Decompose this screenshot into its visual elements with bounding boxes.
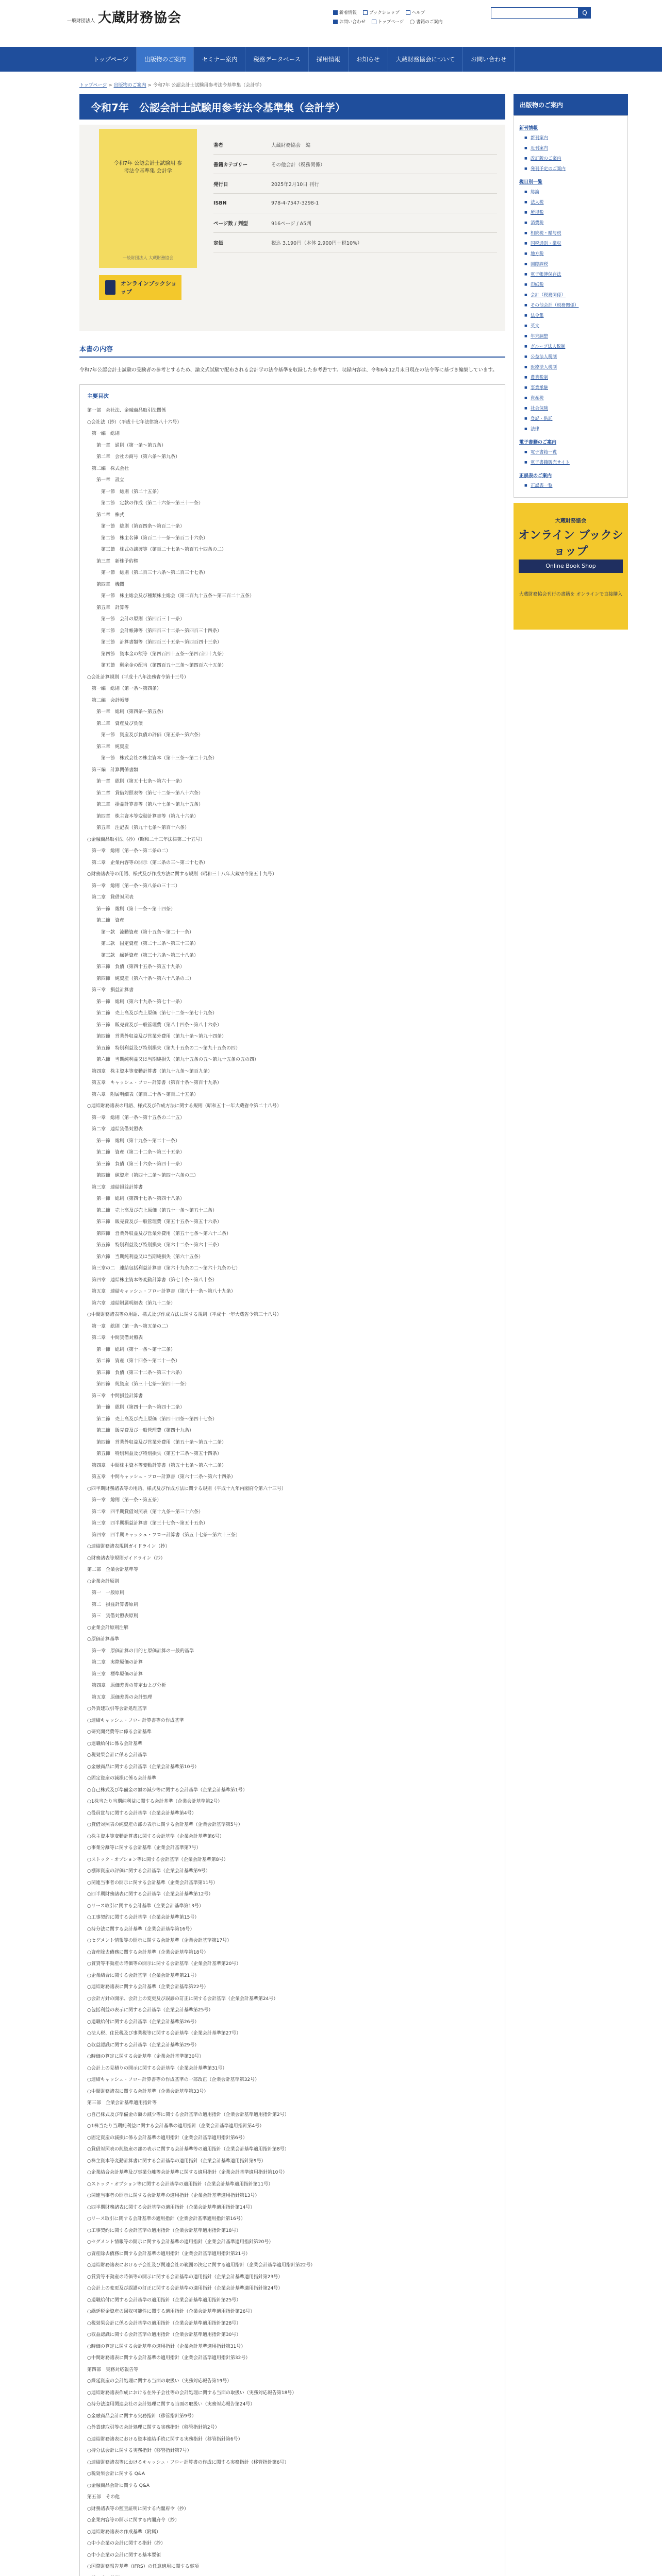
- sidebar-link[interactable]: ■ 法律: [519, 424, 622, 434]
- cart-icon: [105, 280, 115, 295]
- toc-item: ○中間財務諸表に関する会計基準（企業会計基準第33号）: [87, 2089, 209, 2094]
- toc-item: ○セグメント情報等の開示に関する会計基準（企業会計基準第17号）: [87, 1938, 232, 1944]
- org-name: 大蔵財務協会: [98, 10, 182, 26]
- toc-item: 第五章 原価差異の会計処理: [87, 1694, 153, 1700]
- toc-item: ○企業内容等の開示に関する内閣府令（抄）: [87, 2518, 179, 2523]
- breadcrumb: [79, 81, 264, 88]
- toc-item: ○ストック・オプション等に関する会計基準（企業会計基準第8号）: [87, 1857, 228, 1862]
- nav-about[interactable]: 大蔵財務協会について: [388, 47, 464, 72]
- toc-item: 第二章 中間貸借対照表: [87, 1335, 143, 1341]
- toc-item: ○税効果会計に係る会計基準の適用指針（企業会計基準適用指針第28号）: [87, 2320, 241, 2326]
- toc-item: ○収益認識に関する会計基準（企業会計基準第29号）: [87, 2042, 200, 2048]
- toc-item: 第一章 総則（第一条～第五条）: [87, 1498, 162, 1503]
- toc-item: 第一節 会計の原則（第四百三十一条）: [87, 617, 185, 622]
- toc-item: 第三節 負債（第三十六条～第四十一条）: [87, 1161, 185, 1167]
- toc-item: ○包括利益の表示に関する会計基準（企業会計基準第25号）: [87, 2008, 213, 2013]
- nav-top[interactable]: トップページ: [86, 47, 137, 72]
- toc-item: ○工事契約に関する会計基準（企業会計基準第15号）: [87, 1915, 200, 1921]
- sidebar-header: 出版物のご案内: [514, 94, 628, 115]
- toc-item: ○連結財務諸表に関する会計基準（企業会計基準第22号）: [87, 1985, 209, 1990]
- header-options: [333, 9, 442, 28]
- checkbox-icon: [333, 10, 338, 15]
- toc-item: 第一編 総則（第一条～第四条）: [87, 686, 162, 692]
- toc-item: ○株主資本等変動計算書に関する会計基準の適用指針（企業会計基準適用指針第9号）: [87, 2158, 266, 2164]
- toc-item: 第一款 流動資産（第十五条～第二十一条）: [87, 929, 194, 935]
- toc-item: 第二節 会計帳簿等（第四百三十二条～第四百三十四条）: [87, 628, 222, 634]
- toc-item: 第二章 株式: [87, 512, 125, 518]
- toc-item: 第四節 営業外収益及び営業外費用（第五十条～第五十二条）: [87, 1439, 227, 1445]
- toc-item: 第四章 原価差異の算定および分析: [87, 1683, 167, 1689]
- toc-item: 第一節 総則（第十一条～第十四条）: [87, 906, 176, 912]
- breadcrumb-home[interactable]: トップページ: [79, 83, 107, 88]
- toc-item: ○リース取引に関する会計基準の適用指針（企業会計基準適用指針第16号）: [87, 2216, 245, 2222]
- toc-item: ○連結財務諸表規則ガイドライン（抄）: [87, 1544, 170, 1550]
- toc-item: ○財務諸表等の用語、様式及び作成方法に関する規則（昭和三十八年大蔵省令第五十九号）: [87, 872, 277, 877]
- toc-item: 第一節 総則（第二百三十六条～第二百三十七条）: [87, 570, 208, 576]
- info-label: 書籍カテゴリー: [213, 162, 248, 168]
- breadcrumb-current: 令和7年 公認会計士試験用参考法令基準集（会計学）: [153, 83, 264, 88]
- toc-item: ○会計方針の開示、会計上の変更及び誤謬の訂正に関する会計基準（企業会計基準第24号）: [87, 1996, 278, 2002]
- toc-item: ○連結財務諸表の用語、様式及び作成方法に関する規則（昭和五十一年大蔵省令第二十八号）: [87, 1104, 282, 1109]
- toc-item: ○外貨建取引等会計処理基準: [87, 1706, 147, 1712]
- toc-item: 第三節 負債（第四十五条～第五十九条）: [87, 964, 185, 970]
- toc-item: 第六節 当期純利益又は当期純損失（第六十五条）: [87, 1254, 204, 1260]
- toc-item: 第三章 連結損益計算書: [87, 1184, 143, 1190]
- toc-item: 第一節 株式会社の株主資本（第十三条～第二十九条）: [87, 756, 218, 761]
- toc-item: ○関連当事者の開示に関する会計基準の適用指針（企業会計基準適用指針第13号）: [87, 2193, 260, 2199]
- toc-item: ○退職給付に関する会計基準（企業会計基準第26号）: [87, 2019, 200, 2025]
- toc-item: ○時価の算定に関する会計基準の適用指針（企業会計基準適用指針第31号）: [87, 2344, 246, 2349]
- toc-item: ○金融商品会計に関する実務指針（移管指針第9号）: [87, 2413, 196, 2419]
- toc-item: ○連結財務諸表における子会社及び関連会社の範囲の決定に関する適用指針（企業会計基準適用指針第22号）: [87, 2263, 316, 2268]
- toc-item: ○税効果会計に係る会計基準: [87, 1753, 147, 1758]
- toc-item: ○四半期財務諸表等の用語、様式及び作成方法に関する規則（平成十九年内閣府令第六十三号）: [87, 1486, 286, 1492]
- option-bookshop[interactable]: ブックショップ: [363, 9, 400, 15]
- toc-item: 第二編 会計帳簿: [87, 698, 129, 703]
- toc-item: 第二 損益計算書原則: [87, 1602, 139, 1607]
- toc-item: ○1株当たり当期純利益に関する会計基準の適用指針（企業会計基準適用指針第4号）: [87, 2124, 264, 2129]
- toc-item: 第二章 企業内容等の開示（第二条の三～第二十七条）: [87, 860, 208, 866]
- toc-item: ○中間財務諸表等の用語、様式及び作成方法に関する規則（平成十一年大蔵省令第三十八号）: [87, 1312, 282, 1318]
- option-contact[interactable]: お問い合わせ: [333, 19, 366, 25]
- toc-item: ○外貨建取引等の会計処理に関する実務指針（移管指針第2号）: [87, 2425, 220, 2431]
- toc-item: 第一章 通則（第一条～第五条）: [87, 443, 167, 448]
- info-row: [213, 135, 497, 155]
- checkbox-icon: [372, 20, 376, 24]
- toc-item: 第一編 総則: [87, 431, 120, 437]
- info-row: [213, 155, 497, 174]
- toc-item: 第六章 附属明細表（第百二十条～第百二十五条）: [87, 1092, 199, 1097]
- sidebar-link[interactable]: ■ 印紙税: [519, 280, 622, 290]
- breadcrumb-separator: >: [147, 83, 152, 88]
- toc-item: ○国際財務報告基準（IFRS）の任意適用に関する事項: [87, 2564, 199, 2570]
- sidebar-link[interactable]: ■ 近刊案内: [519, 143, 622, 154]
- toc-item: ○収益認識に関する会計基準の適用指針（企業会計基準適用指針第30号）: [87, 2332, 241, 2338]
- toc-item: 第一章 総則（第五十七条～第六十一条）: [87, 779, 185, 785]
- sidebar-link[interactable]: ■ 改訂版のご案内: [519, 154, 622, 164]
- toc-item: 第二節 資産（第二十二条～第三十五条）: [87, 1150, 185, 1156]
- book-cover-image: [99, 129, 197, 268]
- toc-item: ○財務諸表等規則ガイドライン（抄）: [87, 1555, 166, 1561]
- info-label: 定価: [213, 240, 224, 246]
- toc-item: ○法人税、住民税及び事業税等に関する会計基準（企業会計基準第27号）: [87, 2031, 241, 2037]
- sidebar-link[interactable]: ■ 消費税: [519, 218, 622, 228]
- nav-tax-database[interactable]: 税務データベース: [245, 47, 308, 72]
- toc-item: ○資産除去債務に関する会計基準（企業会計基準第18号）: [87, 1950, 209, 1955]
- radio-icon: [410, 20, 415, 24]
- sidebar-link[interactable]: ■ 総論: [519, 187, 622, 197]
- sidebar-link[interactable]: ■ 公益法人税制: [519, 352, 622, 362]
- toc-item: ○金融商品取引法（抄）（昭和二十三年法律第二十五号）: [87, 837, 205, 842]
- table-of-contents: [79, 384, 505, 2576]
- toc-item: 第一節 総則（第二十五条）: [87, 489, 162, 495]
- toc-item: ○連結財務諸表の作成基準（附属）: [87, 2529, 161, 2535]
- toc-item: 第三編 計算関係書類: [87, 767, 139, 773]
- toc-item: ○繰延資産の会計処理に関する当面の取扱い（実務対応報告第19号）: [87, 2379, 232, 2384]
- sidebar-link[interactable]: ■ 社会保険: [519, 403, 622, 414]
- toc-item: ○会社計算規則（平成十八年法務省令第十三号）: [87, 674, 189, 680]
- toc-item: 第六節 当期純利益又は当期純損失（第九十五条の五～第九十五条の五の四）: [87, 1057, 259, 1063]
- toc-item: 第四章 機関: [87, 582, 125, 587]
- toc-item: 第一節 総則（第十九条～第二十一条）: [87, 1138, 180, 1144]
- toc-item: 第四節 純資産（第四十二条～第四十六条の三）: [87, 1173, 199, 1179]
- sidebar-link[interactable]: ■ 年末調整: [519, 331, 622, 342]
- toc-item: 第三章 純資産: [87, 744, 129, 750]
- toc-item: 第一節 総則（第四十七条～第四十八条）: [87, 1196, 185, 1202]
- toc-item: [87, 2573, 498, 2576]
- sidebar-link[interactable]: ■ 相続税・贈与税: [519, 228, 622, 239]
- toc-item: 第五節 特別利益及び特別損失（第九十五条の二～第九十五条の四）: [87, 1045, 241, 1051]
- toc-item: 第三節 販売費及び一般管理費（第八十四条～第八十六条）: [87, 1022, 222, 1028]
- checkbox-icon: [333, 20, 338, 24]
- sidebar-link[interactable]: ■ 事業承継: [519, 383, 622, 393]
- checkbox-icon: [363, 10, 368, 15]
- toc-item: ○退職給付に係る会計基準: [87, 1741, 142, 1747]
- toc-item: 第一章 総則（第四条～第五条）: [87, 709, 167, 715]
- search-icon: Q: [582, 9, 587, 16]
- toc-item: 第二章 実際原価の計算: [87, 1660, 143, 1666]
- toc-item: 第二章 貸借対照表: [87, 895, 134, 901]
- toc-item: ○賃貸等不動産の時価等の開示に関する会計基準（企業会計基準第20号）: [87, 1961, 241, 1967]
- toc-item: 第三章 中間損益計算書: [87, 1393, 143, 1399]
- toc-item: 第四章 連結株主資本等変動計算書（第七十条～第八十条）: [87, 1277, 218, 1283]
- toc-item: ○ストック・オプション等に関する会計基準の適用指針（企業会計基準適用指針第11号）: [87, 2181, 273, 2187]
- toc-item: 第二節 資産: [87, 918, 125, 924]
- toc-item: ○固定資産の減損に係る会計基準の適用指針（企業会計基準適用指針第6号）: [87, 2135, 247, 2141]
- toc-item: ○持分法適用関連会社の会計処理に関する当面の取扱い（実務対応報告第24号）: [87, 2402, 255, 2408]
- toc-item: 第二節 資産（第十四条～第二十一条）: [87, 1359, 180, 1364]
- sidebar-group-title[interactable]: 正誤表のご案内: [519, 473, 552, 479]
- toc-item: 第三節 販売費及び一般管理費（第四十九条）: [87, 1428, 194, 1434]
- toc-item: 第一節 総則（第十一条～第十三条）: [87, 1347, 176, 1352]
- toc-item: 第二節 売上高及び売上原価（第四十四条～第四十七条）: [87, 1416, 218, 1422]
- sidebar-link[interactable]: ■ 資産税: [519, 393, 622, 403]
- toc-item: ○資産除去債務に関する会計基準の適用指針（企業会計基準適用指針第21号）: [87, 2251, 251, 2257]
- toc-item: ○金融商品に関する会計基準（企業会計基準第10号）: [87, 1764, 200, 1770]
- toc-item: 第三章 損益計算書: [87, 988, 134, 993]
- sidebar-group-title[interactable]: 電子書籍のご案内: [519, 440, 557, 445]
- toc-item: ○会社法（抄）（平成十七年法律第八十六号）: [87, 419, 182, 425]
- toc-item: 第三 貸借対照表原則: [87, 1614, 139, 1619]
- toc-item: 第四章 四半期キャッシュ・フロー計算書（第五十七条～第六十三条）: [87, 1532, 240, 1538]
- toc-item: 第三節 株式の譲渡等（第百二十七条～第百五十四条の二）: [87, 547, 227, 553]
- toc-item: ○棚卸資産の評価に関する会計基準（企業会計基準第9号）: [87, 1869, 210, 1874]
- toc-item: ○研究開発費等に係る会計基準: [87, 1730, 152, 1735]
- toc-item: ○貸借対照表の純資産の部の表示に関する会計基準（企業会計基準第5号）: [87, 1822, 243, 1828]
- toc-item: 第一節 総則（第六十九条～第七十一条）: [87, 999, 185, 1005]
- toc-item: ○中小企業の会計に関する指針（抄）: [87, 2541, 166, 2547]
- main-nav: [0, 47, 662, 72]
- sidebar-link[interactable]: ■ 新刊案内: [519, 133, 622, 143]
- toc-item: 第三節 計算書類等（第四百三十五条～第四百四十三条）: [87, 640, 222, 646]
- toc-item: 第五章 キャッシュ・フロー計算書（第百十条～第百十九条）: [87, 1080, 222, 1086]
- toc-item: 第二部 企業会計基準等: [87, 1567, 139, 1573]
- toc-item: ○事業分離等に関する会計基準（企業会計基準第7号）: [87, 1845, 201, 1851]
- toc-item: 第一節 資産及び負債の評価（第五条～第六条）: [87, 733, 204, 738]
- toc-item: ○中小企業の会計に関する基本要領: [87, 2552, 161, 2558]
- sidebar-link[interactable]: ■ 所得税: [519, 208, 622, 218]
- info-label: ページ数 / 判型: [213, 221, 248, 227]
- checkbox-icon: [406, 10, 410, 15]
- info-label: 発行日: [213, 181, 228, 188]
- option-new-info[interactable]: 新着情報: [333, 9, 357, 15]
- toc-item: 第五節 剰余金の配当（第四百五十三条～第四百六十五条）: [87, 663, 227, 669]
- toc-item: 第二節 売上高及び売上原価（第五十一条～第五十二条）: [87, 1208, 218, 1213]
- toc-item: ○会計上の変更及び誤謬の訂正に関する会計基準の適用指針（企業会計基準適用指針第24号）: [87, 2286, 283, 2292]
- info-label: ISBN: [213, 200, 227, 206]
- toc-item: 第三章 四半期損益計算書（第三十七条～第五十五条）: [87, 1521, 208, 1527]
- toc-item: 第五章 計算等: [87, 605, 129, 611]
- toc-item: ○連結財務諸表等におけるキャッシュ・フロー計算書の作成に関する実務指針（移管指針第6号）: [87, 2460, 289, 2465]
- toc-item: 第四節 営業外収益及び営業外費用（第五十七条～第六十二条）: [87, 1231, 231, 1236]
- toc-item: ○連結財務諸表作成における在外子会社等の会計処理に関する当面の取扱い（実務対応報告第18号）: [87, 2390, 297, 2396]
- toc-item: 第一節 株主総会及び種類株主総会（第二百九十五条～第三百二十五条）: [87, 594, 255, 599]
- toc-item: ○連結キャッシュ・フロー計算書等の作成基準の一部改正（企業会計基準第32号）: [87, 2077, 260, 2083]
- info-row: [213, 233, 497, 252]
- sidebar-link[interactable]: ■ 正誤表一覧: [519, 481, 622, 491]
- toc-item: 第一章 設立: [87, 478, 125, 483]
- toc-item: 第二章 資産及び負債: [87, 721, 143, 726]
- search-button[interactable]: [578, 7, 591, 19]
- org-type-label: 一般財団法人: [67, 19, 95, 24]
- toc-item: 第三節 販売費及び一般管理費（第五十五条～第五十六条）: [87, 1219, 222, 1225]
- nav-news[interactable]: お知らせ: [349, 47, 388, 72]
- sidebar-link[interactable]: ■ 電子書籍一覧: [519, 447, 622, 457]
- sidebar-link[interactable]: ■ 法人税: [519, 197, 622, 208]
- breadcrumb-parent[interactable]: 出版物のご案内: [113, 83, 146, 88]
- search-input[interactable]: [491, 7, 578, 19]
- banner-caption: 大蔵財務協会刊行の書籍を オンラインで直接購入: [519, 592, 623, 597]
- toc-item: 第五章 連結キャッシュ・フロー計算書（第八十一条～第八十九条）: [87, 1289, 236, 1295]
- toc-item: 第四節 営業外収益及び営業外費用（第九十条～第九十四条）: [87, 1034, 227, 1040]
- sidebar-link[interactable]: ■ 法令集: [519, 311, 622, 321]
- toc-item: 第二章 四半期貸借対照表（第十九条～第三十六条）: [87, 1509, 204, 1515]
- toc-item: 第二節 株主名簿（第百二十一条～第百二十六条）: [87, 535, 208, 541]
- toc-item: 第四節 純資産（第六十条～第六十八条の二）: [87, 976, 194, 981]
- toc-item: 第五部 その他: [87, 2495, 120, 2500]
- nav-contact[interactable]: お問い合わせ: [463, 47, 515, 72]
- toc-item: 第四章 株主資本等変動計算書等（第九十六条）: [87, 814, 199, 819]
- toc-item: ○役員賞与に関する会計基準（企業会計基準第4号）: [87, 1810, 196, 1816]
- site-logo[interactable]: [67, 7, 181, 26]
- nav-seminars[interactable]: セミナー案内: [194, 47, 245, 72]
- nav-publications[interactable]: 出版物のご案内: [137, 47, 194, 72]
- toc-item: 第二節 定款の作成（第二十六条～第三十一条）: [87, 501, 204, 506]
- toc-item: 第二節 売上高及び売上原価（第七十二条～第七十九条）: [87, 1011, 218, 1016]
- info-value: 大蔵財務協会 編: [271, 142, 311, 148]
- info-label: 著者: [213, 142, 224, 148]
- toc-item: ○繰延税金資産の回収可能性に関する適用指針（企業会計基準適用指針第26号）: [87, 2309, 255, 2315]
- toc-item: 第四部 実務対応報告等: [87, 2367, 139, 2372]
- cover-title: 令和7年 公認会計士試験用 参考法令基準集 会計学: [113, 161, 183, 174]
- info-row: [213, 174, 497, 194]
- info-row: [213, 194, 497, 213]
- toc-item: ○連結キャッシュ・フロー計算書等の作成基準: [87, 1718, 184, 1723]
- toc-heading: 主要目次: [87, 393, 109, 400]
- toc-item: 第二編 株式会社: [87, 466, 129, 471]
- toc-item: ○関連当事者の開示に関する会計基準（企業会計基準第11号）: [87, 1880, 218, 1886]
- toc-item: 第一章 原価計算の目的と原価計算の一般的基準: [87, 1648, 194, 1654]
- info-value: その他会計（税務関係）: [271, 162, 325, 168]
- toc-item: 第一章 総則（第一条～第二条の二）: [87, 849, 171, 854]
- toc-item: 第四章 株主資本等変動計算書（第九十九条～第百九条）: [87, 1069, 213, 1074]
- toc-item: ○持分法に関する会計基準（企業会計基準第16号）: [87, 1926, 195, 1932]
- sidebar-link[interactable]: ■ 電子書籍販売サイト: [519, 457, 622, 468]
- toc-item: ○株主資本等変動計算書に関する会計基準（企業会計基準第6号）: [87, 1834, 224, 1839]
- sidebar-link[interactable]: ■ 医療法人税制: [519, 362, 622, 372]
- site-header: [0, 0, 662, 26]
- toc-item: ○企業結合会計基準及び事業分離等会計基準に関する適用指針（企業会計基準適用指針第10号）: [87, 2170, 288, 2176]
- toc-item: ○連結財務諸表における資本連結手続に関する実務指針（移管指針第6号）: [87, 2436, 243, 2442]
- toc-item: 第三章の二 連結包括利益計算書（第六十九条の二～第六十九条の七）: [87, 1266, 241, 1272]
- online-shop-button[interactable]: オンラインブックショップ: [99, 275, 181, 300]
- toc-item: ○工事契約に関する会計基準の適用指針（企業会計基準適用指針第18号）: [87, 2228, 241, 2233]
- nav-recruit[interactable]: 採用情報: [309, 47, 349, 72]
- info-value: 2025年2月10日 刊行: [271, 181, 319, 188]
- toc-item: ○1株当たり当期純利益に関する会計基準（企業会計基準第2号）: [87, 1799, 223, 1805]
- toc-item: 第三節 負債（第三十二条～第三十六条）: [87, 1370, 185, 1376]
- toc-item: 第三部 企業会計基準適用指針等: [87, 2100, 157, 2106]
- banner-org: 大蔵財務協会: [555, 518, 586, 524]
- page-title: 令和7年 公認会計士試験用参考法令基準集（会計学）: [79, 94, 505, 120]
- option-top[interactable]: トップページ: [372, 19, 404, 25]
- sidebar-link[interactable]: ■ 登記・供託: [519, 414, 622, 424]
- info-value: 916ページ / A5判: [271, 221, 311, 227]
- info-value: 978-4-7547-3298-1: [271, 200, 319, 206]
- toc-item: 第五節 特別利益及び特別損失（第六十二条～第六十三条）: [87, 1243, 222, 1248]
- toc-item: 第二款 固定資産（第二十二条～第三十三条）: [87, 941, 199, 947]
- toc-item: ○固定資産の減損に係る会計基準: [87, 1776, 156, 1782]
- banner-subtitle: Online Book Shop: [519, 560, 623, 573]
- toc-item: ○持分法会計に関する実務指針（移管指針第7号）: [87, 2448, 192, 2454]
- sidebar-link[interactable]: ■ 電子帳簿保存法: [519, 269, 622, 280]
- sidebar: [514, 94, 628, 630]
- banner-title: オンライン ブックショップ: [518, 529, 623, 558]
- toc-item: 第三章 損益計算書等（第八十七条～第九十五条）: [87, 802, 204, 808]
- toc-list: [87, 405, 498, 2576]
- toc-item: 第一 一般原則: [87, 1590, 125, 1596]
- info-row: [213, 213, 497, 233]
- toc-item: ○企業結合に関する会計基準（企業会計基準第21号）: [87, 1973, 200, 1978]
- toc-item: ○自己株式及び準備金の額の減少等に関する会計基準の適用指針（企業会計基準適用指針第2号）: [87, 2112, 289, 2117]
- sidebar-group-title[interactable]: 税目別一覧: [519, 180, 543, 185]
- toc-item: 第一節 総則（第四十一条～第四十二条）: [87, 1405, 185, 1411]
- toc-item: 第四章 中間株主資本等変動計算書（第五十七条～第六十二条）: [87, 1463, 227, 1468]
- toc-item: 第一部 会社法、金融商品取引法関係: [87, 408, 167, 414]
- toc-item: ○四半期財務諸表に関する会計基準の適用指針（企業会計基準適用指針第14号）: [87, 2205, 255, 2210]
- online-shop-banner[interactable]: [514, 503, 628, 630]
- sidebar-link[interactable]: ■ その他会計（税務関係）: [519, 300, 622, 311]
- info-value: 税込 3,190円（本体 2,900円＋税10%）: [271, 240, 362, 246]
- toc-item: ○財務諸表等の監査証明に関する内閣府令（抄）: [87, 2506, 189, 2512]
- toc-item: 第五章 中間キャッシュ・フロー計算書（第六十二条～第六十四条）: [87, 1475, 236, 1480]
- section-heading: 本書の内容: [79, 344, 505, 358]
- toc-item: ○企業会計原則注解: [87, 1625, 128, 1631]
- sidebar-link[interactable]: ■ 英文: [519, 321, 622, 331]
- sidebar-group-title[interactable]: 新刊情報: [519, 126, 538, 131]
- toc-item: ○セグメント情報等の開示に関する会計基準の適用指針（企業会計基準適用指針第20号）: [87, 2240, 274, 2245]
- toc-item: ○税効果会計に関する Q&A: [87, 2471, 145, 2477]
- sidebar-link[interactable]: ■ グループ法人税制: [519, 342, 622, 352]
- option-book-radio[interactable]: 書籍のご案内: [410, 19, 442, 25]
- option-help[interactable]: ヘルプ: [406, 9, 425, 15]
- book-info-table: [213, 135, 497, 252]
- toc-item: 第五章 注記表（第九十七条～第百十六条）: [87, 825, 190, 831]
- sidebar-link[interactable]: ■ 農業税制: [519, 372, 622, 383]
- sidebar-link[interactable]: ■ 地方税: [519, 249, 622, 259]
- book-description: 令和7年公認会計士試験の受験者の参考とするため、論文式試験で配布される会計学の法令基準を収録した参考書です。収録内容は、令和6年12月末日現在の法令等に基づき編集しています。: [79, 367, 498, 373]
- toc-item: ○四半期財務諸表に関する会計基準（企業会計基準第12号）: [87, 1892, 213, 1897]
- toc-item: 第三章 新株予約権: [87, 558, 139, 564]
- sidebar-link[interactable]: ■ 発刊予定のご案内: [519, 164, 622, 174]
- toc-item: ○貸借対照表の純資産の部の表示に関する会計基準等の適用指針（企業会計基準適用指針第8号）: [87, 2147, 289, 2153]
- toc-item: 第三款 繰延資産（第三十六条～第三十八条）: [87, 953, 199, 958]
- breadcrumb-separator: >: [108, 83, 112, 88]
- toc-item: 第二章 貸借対照表等（第七十二条～第八十六条）: [87, 790, 204, 796]
- toc-item: 第二章 会社の商号（第六条～第九条）: [87, 454, 180, 460]
- toc-item: ○会計上の見積りの開示に関する会計基準（企業会計基準第31号）: [87, 2065, 227, 2071]
- toc-item: ○退職給付に関する会計基準の適用指針（企業会計基準適用指針第25号）: [87, 2297, 241, 2303]
- toc-item: ○金融商品会計に関する Q&A: [87, 2483, 150, 2488]
- toc-item: 第一章 総則（第一条～第八条の三十二）: [87, 883, 180, 889]
- sidebar-link[interactable]: ■ 国際課税: [519, 259, 622, 269]
- main-content: [79, 94, 505, 2576]
- sidebar-link[interactable]: ■ 会計（税務関係）: [519, 290, 622, 300]
- toc-item: ○時価の算定に関する会計基準（企業会計基準第30号）: [87, 2054, 204, 2060]
- toc-item: 第五節 特別利益及び特別損失（第五十三条～第五十四条）: [87, 1451, 222, 1457]
- toc-item: ○企業会計原則: [87, 1579, 119, 1584]
- toc-item: 第六章 連結附属明細表（第九十二条）: [87, 1300, 176, 1306]
- toc-item: 第一章 総則（第一条～第十五条の二十五）: [87, 1115, 185, 1121]
- toc-item: 第二章 連結貸借対照表: [87, 1127, 143, 1132]
- toc-item: 第一節 総則（第百四条～第百二十条）: [87, 524, 185, 530]
- sidebar-links: [514, 115, 628, 498]
- toc-item: 第四節 純資産（第三十七条～第四十一条）: [87, 1382, 190, 1387]
- toc-item: ○中間財務諸表に関する会計基準の適用指針（企業会計基準適用指針第32号）: [87, 2355, 251, 2361]
- toc-item: 第一章 総則（第一条～第五条の二）: [87, 1324, 171, 1329]
- cover-publisher: 一般財団法人 大蔵財務協会: [122, 256, 174, 260]
- toc-item: 第四節 資本金の額等（第四百四十五条～第四百四十九条）: [87, 651, 227, 657]
- toc-item: 第三章 標準原価の計算: [87, 1671, 143, 1677]
- toc-item: ○自己株式及び準備金の額の減少等に関する会計基準（企業会計基準第1号）: [87, 1787, 247, 1793]
- toc-item: ○リース取引に関する会計基準（企業会計基準第13号）: [87, 1903, 204, 1909]
- toc-item: ○賃貸等不動産の時価等の開示に関する会計基準の適用指針（企業会計基準適用指針第23号）: [87, 2274, 283, 2280]
- sidebar-link[interactable]: ■ 国税通則・徴収: [519, 239, 622, 249]
- book-details: [79, 125, 505, 331]
- toc-item: ○原価計算基準: [87, 1637, 119, 1642]
